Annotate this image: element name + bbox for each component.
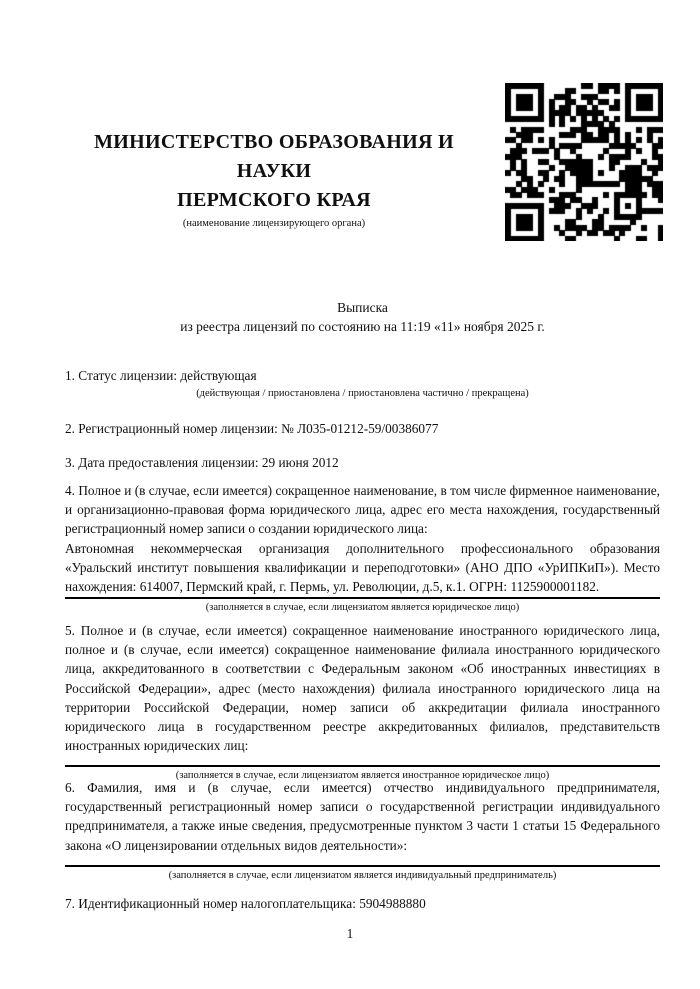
ministry-name-line2: ПЕРМСКОГО КРАЯ <box>177 189 371 211</box>
item-7-taxpayer-number <box>65 894 660 913</box>
item-3-text: 3. Дата предоставления лицензии: 29 июня 2012 <box>65 455 339 470</box>
ministry-name <box>66 128 482 215</box>
item-5-text: 5. Полное и (в случае, если имеется) сокращенное наименование иностранного юридического лица, полное и (в случае, если имеется) сокращенное наименование филиала иностранного юридического лица, аккредитованного в соответствии с Федеральным законом «Об иностранных инвестициях в Российской Федерации», адрес (место нахождения) филиала иностранного юридического лица на территории Российской Федерации, номер записи об аккредитации филиала иностранного юридического лица в государственном реестре аккредитованных филиалов, представительств иностранных юридических лиц: <box>65 623 660 754</box>
item-4-legal-entity <box>65 481 660 614</box>
item-6-underline <box>65 865 660 867</box>
document-title-line2: из реестра лицензий по состоянию на 11:19 «11» ноября 2025 г. <box>180 318 545 334</box>
document-title-line1: Выписка <box>337 300 388 315</box>
licensing-authority-header <box>66 128 482 229</box>
item-5-underline <box>65 765 660 767</box>
ministry-name-line1: МИНИСТЕРСТВО ОБРАЗОВАНИЯ И НАУКИ <box>94 131 454 182</box>
qr-code <box>505 83 663 241</box>
item-4-caption: (заполняется в случае, если лицензиатом является юридическое лицо) <box>205 602 520 614</box>
item-2-text: 2. Регистрационный номер лицензии: № Л035-01212-59/00386077 <box>65 421 439 436</box>
ministry-caption: (наименование лицензирующего органа) <box>182 218 366 229</box>
item-7-text: 7. Идентификационный номер налогоплательщика: 5904988880 <box>65 896 426 911</box>
item-4-value: Автономная некоммерческая организация дополнительного профессионального образования «Уральский институт повышения квалификации и переподготовки» (АНО ДПО «УрИПКиП»). Место нахождения: 614007, Пермский край, г. Пермь, ул. Революции, д.5, к.1. ОГРН: 1125900001182. <box>65 540 660 595</box>
page-number: 1 <box>346 926 354 941</box>
item-6-caption: (заполняется в случае, если лицензиатом является индивидуальный предприниматель) <box>168 869 557 881</box>
item-1-caption: (действующая / приостановлена / приостановлена частично / прекращена) <box>196 388 529 400</box>
item-1-text: 1. Статус лицензии: действующая <box>65 368 257 383</box>
item-6-text: 6. Фамилия, имя и (в случае, если имеется) отчество индивидуального предпринимателя, государственный регистрационный номер записи о государственной регистрации индивидуального предпринимателя, а также иные сведения, предусмотренные пунктом 3 части 1 статьи 15 Федерального закона «О лицензировании отдельных видов деятельности»: <box>65 780 660 853</box>
item-5-foreign-entity <box>65 621 660 782</box>
item-4-text: 4. Полное и (в случае, если имеется) сокращенное наименование, в том числе фирменное наименование, и организационно-правовая форма юридического лица, адрес его места нахождения, государственный регистрационный номер записи о создании юридического лица: <box>65 483 660 537</box>
item-5-caption: (заполняется в случае, если лицензиатом является иностранное юридическое лицо) <box>175 770 550 782</box>
item-6-individual-entrepreneur <box>65 778 660 882</box>
document-title <box>65 299 660 336</box>
item-2-registration-number <box>65 419 660 438</box>
item-4-underline <box>65 597 660 599</box>
item-3-license-date <box>65 453 660 472</box>
item-1-license-status <box>65 366 660 400</box>
